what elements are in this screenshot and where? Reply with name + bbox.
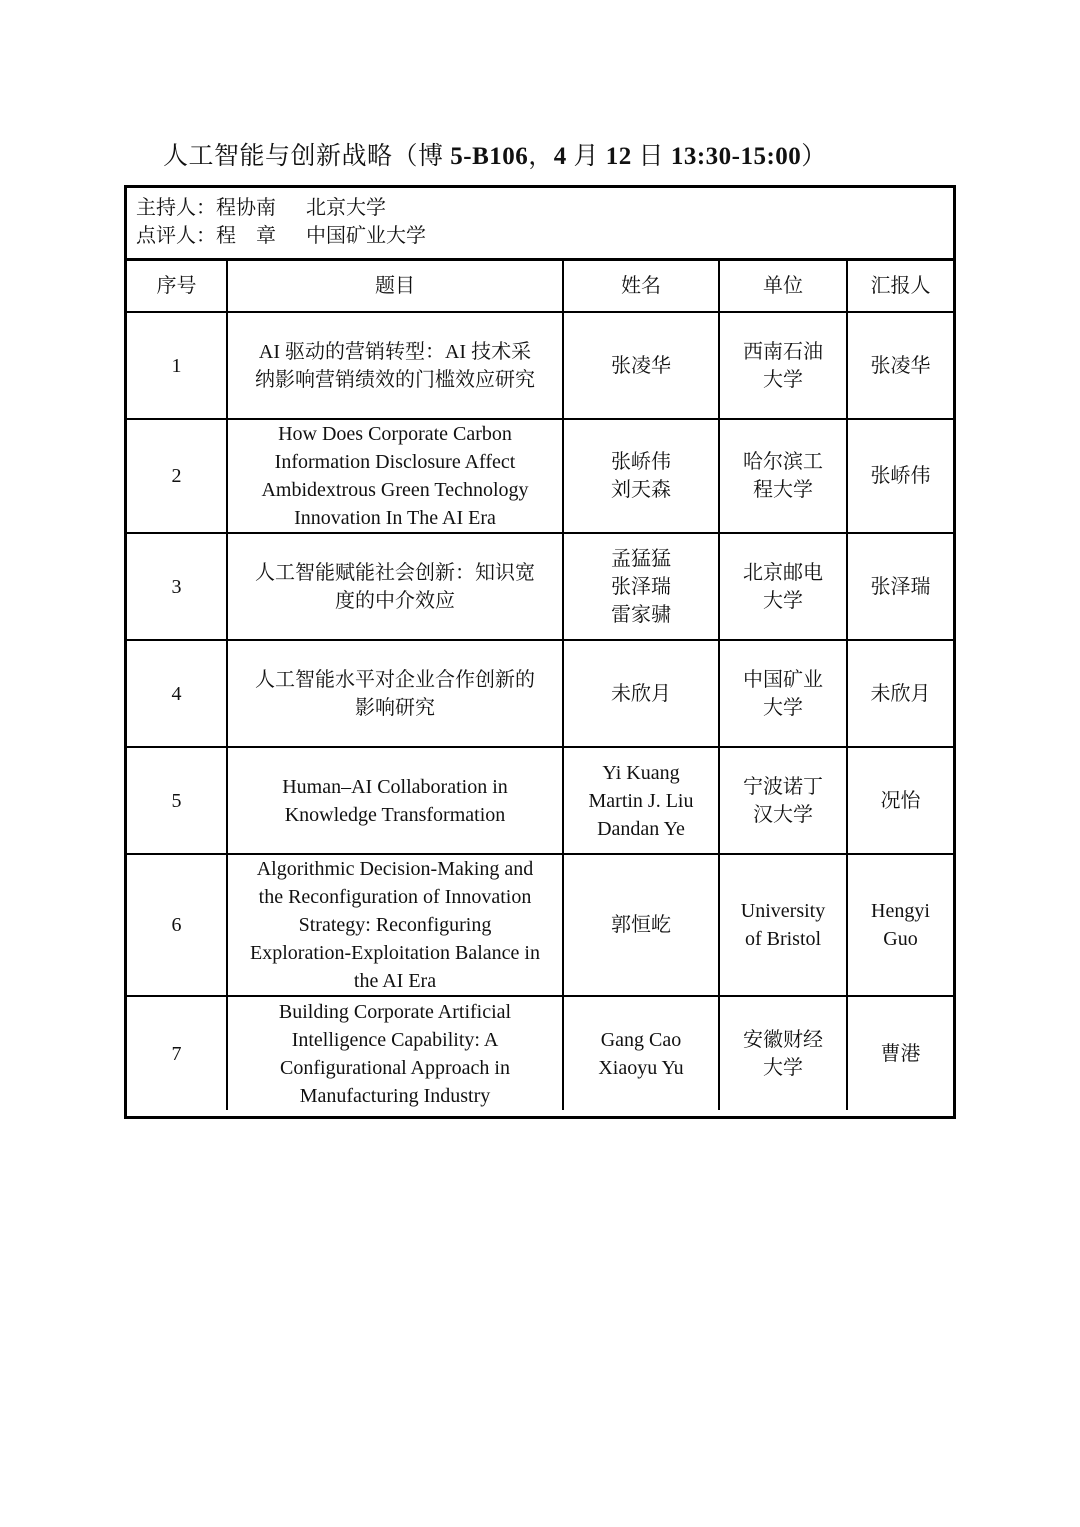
paper-title-line: Building Corporate Artificial <box>278 1000 512 1023</box>
paper-title-line: the Reconfiguration of Innovation <box>258 886 532 908</box>
presenter-name-line: Hengyi <box>871 900 930 922</box>
title-room: 5-B106 <box>450 143 529 170</box>
affiliation-line: of Bristol <box>744 928 822 950</box>
page-title <box>163 140 827 174</box>
affiliation-line: 大学 <box>763 1056 803 1079</box>
header-names: 姓名 <box>563 261 719 312</box>
paper-title-line: Ambidextrous Green Technology <box>261 479 529 501</box>
title-prefix: 人工智能与创新战略（博 <box>163 143 451 170</box>
paper-title-line: Exploration-Exploitation Balance in <box>250 942 540 964</box>
host-line <box>136 194 953 222</box>
title-separator: ， <box>528 143 554 170</box>
paper-title-cell <box>227 419 563 533</box>
schedule-table <box>127 261 953 1110</box>
host-org: 北京大学 <box>306 197 386 219</box>
author-names-line: 张泽瑞 <box>611 575 671 598</box>
table-row <box>127 996 953 1110</box>
paper-title-cell <box>227 854 563 996</box>
table-row <box>127 312 953 419</box>
affiliation-line: 宁波诺丁 <box>743 775 823 798</box>
affiliation-cell <box>719 533 847 640</box>
schedule-frame <box>124 185 956 1119</box>
paper-title-line: Knowledge Transformation <box>284 803 506 826</box>
paper-title-line: Intelligence Capability: A <box>291 1028 499 1051</box>
affiliation-cell <box>719 747 847 854</box>
author-names-line: 郭恒屹 <box>611 914 671 936</box>
paper-title-cell <box>227 747 563 854</box>
author-names-line: Xiaoyu Yu <box>598 1056 684 1079</box>
author-names-line: 张峤伟 <box>611 451 671 473</box>
presenter-name-line: 张峤伟 <box>870 465 931 487</box>
paper-title-cell <box>227 533 563 640</box>
affiliation-line: 大学 <box>763 589 803 612</box>
affiliation-line: 汉大学 <box>753 803 813 826</box>
author-names-line: Gang Cao <box>600 1028 682 1051</box>
paper-title-line: Strategy: Reconfiguring <box>298 914 492 936</box>
affiliation-line: 中国矿业 <box>743 668 823 691</box>
paper-title-line: How Does Corporate Carbon <box>278 423 512 445</box>
header-no: 序号 <box>127 261 227 312</box>
presenter-name-cell <box>847 533 953 640</box>
paper-title-line: 纳影响营销绩效的门槛效应研究 <box>255 368 535 391</box>
presenter-name-cell <box>847 747 953 854</box>
author-names-cell <box>563 419 719 533</box>
presenter-name-line: Guo <box>883 928 918 950</box>
table-row <box>127 533 953 640</box>
affiliation-line: 北京邮电 <box>743 561 823 584</box>
affiliation-line: University <box>740 900 826 922</box>
paper-title-line: 人工智能赋能社会创新：知识宽 <box>255 561 535 584</box>
presenter-name-cell <box>847 640 953 747</box>
author-names-line: Martin J. Liu <box>588 789 694 812</box>
row-number: 6 <box>127 854 227 996</box>
paper-title-line: 度的中介效应 <box>335 589 455 612</box>
author-names-cell <box>563 854 719 996</box>
presenter-name-line: 张凌华 <box>870 354 931 377</box>
presenter-name-cell <box>847 854 953 996</box>
affiliation-line: 西南石油 <box>743 340 823 363</box>
session-meta <box>127 188 953 261</box>
table-header-row <box>127 261 953 312</box>
presenter-name-line: 况怡 <box>880 789 921 812</box>
title-month-unit: 月 <box>566 143 606 170</box>
reviewer-org: 中国矿业大学 <box>306 225 426 247</box>
paper-title-line: 人工智能水平对企业合作创新的 <box>255 668 535 691</box>
title-day: 12 <box>605 143 632 170</box>
affiliation-line: 大学 <box>763 696 803 719</box>
header-org: 单位 <box>719 261 847 312</box>
author-names-cell <box>563 996 719 1110</box>
author-names-line: 雷家骕 <box>611 603 671 626</box>
paper-title-cell <box>227 640 563 747</box>
title-day-unit: 日 <box>631 143 671 170</box>
paper-title-line: the AI Era <box>353 970 437 992</box>
presenter-name-line: 曹港 <box>880 1042 921 1065</box>
presenter-name-line: 未欣月 <box>870 682 931 705</box>
presenter-name-line: 张泽瑞 <box>870 575 931 598</box>
title-suffix: ） <box>801 143 827 170</box>
row-number: 3 <box>127 533 227 640</box>
paper-title-line: Manufacturing Industry <box>299 1084 491 1107</box>
affiliation-line: 大学 <box>763 368 803 391</box>
affiliation-cell <box>719 640 847 747</box>
author-names-line: 孟猛猛 <box>611 547 671 570</box>
reviewer-line <box>136 222 953 250</box>
paper-title-line: AI 驱动的营销转型：AI 技术采 <box>258 340 532 363</box>
author-names-cell <box>563 640 719 747</box>
table-row <box>127 747 953 854</box>
paper-title-line: Innovation In The AI Era <box>294 507 496 529</box>
title-month: 4 <box>553 143 567 170</box>
author-names-line: Dandan Ye <box>597 817 685 840</box>
presenter-name-cell <box>847 312 953 419</box>
paper-title-cell <box>227 312 563 419</box>
title-time: 13:30-15:00 <box>670 143 802 170</box>
author-names-cell <box>563 747 719 854</box>
presenter-name-cell <box>847 419 953 533</box>
author-names-line: 刘天森 <box>611 479 671 501</box>
table-row <box>127 854 953 996</box>
author-names-cell <box>563 533 719 640</box>
header-topic: 题目 <box>227 261 563 312</box>
paper-title-line: 影响研究 <box>355 696 435 719</box>
paper-title-line: Human–AI Collaboration in <box>282 775 508 798</box>
paper-title-line: Information Disclosure Affect <box>274 451 516 473</box>
table-row <box>127 640 953 747</box>
row-number: 2 <box>127 419 227 533</box>
header-presenter: 汇报人 <box>847 261 953 312</box>
paper-title-cell <box>227 996 563 1110</box>
paper-title-line: Configurational Approach in <box>280 1056 510 1079</box>
row-number: 5 <box>127 747 227 854</box>
reviewer-name: 程 章 <box>216 225 276 247</box>
affiliation-cell <box>719 312 847 419</box>
paper-title-line: Algorithmic Decision-Making and <box>256 858 534 880</box>
affiliation-cell <box>719 996 847 1110</box>
affiliation-line: 哈尔滨工 <box>743 451 823 473</box>
author-names-line: Yi Kuang <box>602 761 680 784</box>
author-names-line: 张凌华 <box>611 354 671 377</box>
author-names-line: 未欣月 <box>611 682 671 705</box>
presenter-name-cell <box>847 996 953 1110</box>
author-names-cell <box>563 312 719 419</box>
row-number: 7 <box>127 996 227 1110</box>
host-name: 程协南 <box>216 197 276 219</box>
affiliation-cell <box>719 419 847 533</box>
host-label: 主持人： <box>136 197 216 219</box>
affiliation-cell <box>719 854 847 996</box>
reviewer-label: 点评人： <box>136 225 216 247</box>
row-number: 4 <box>127 640 227 747</box>
row-number: 1 <box>127 312 227 419</box>
affiliation-line: 安徽财经 <box>743 1028 823 1051</box>
affiliation-line: 程大学 <box>753 479 813 501</box>
table-row <box>127 419 953 533</box>
